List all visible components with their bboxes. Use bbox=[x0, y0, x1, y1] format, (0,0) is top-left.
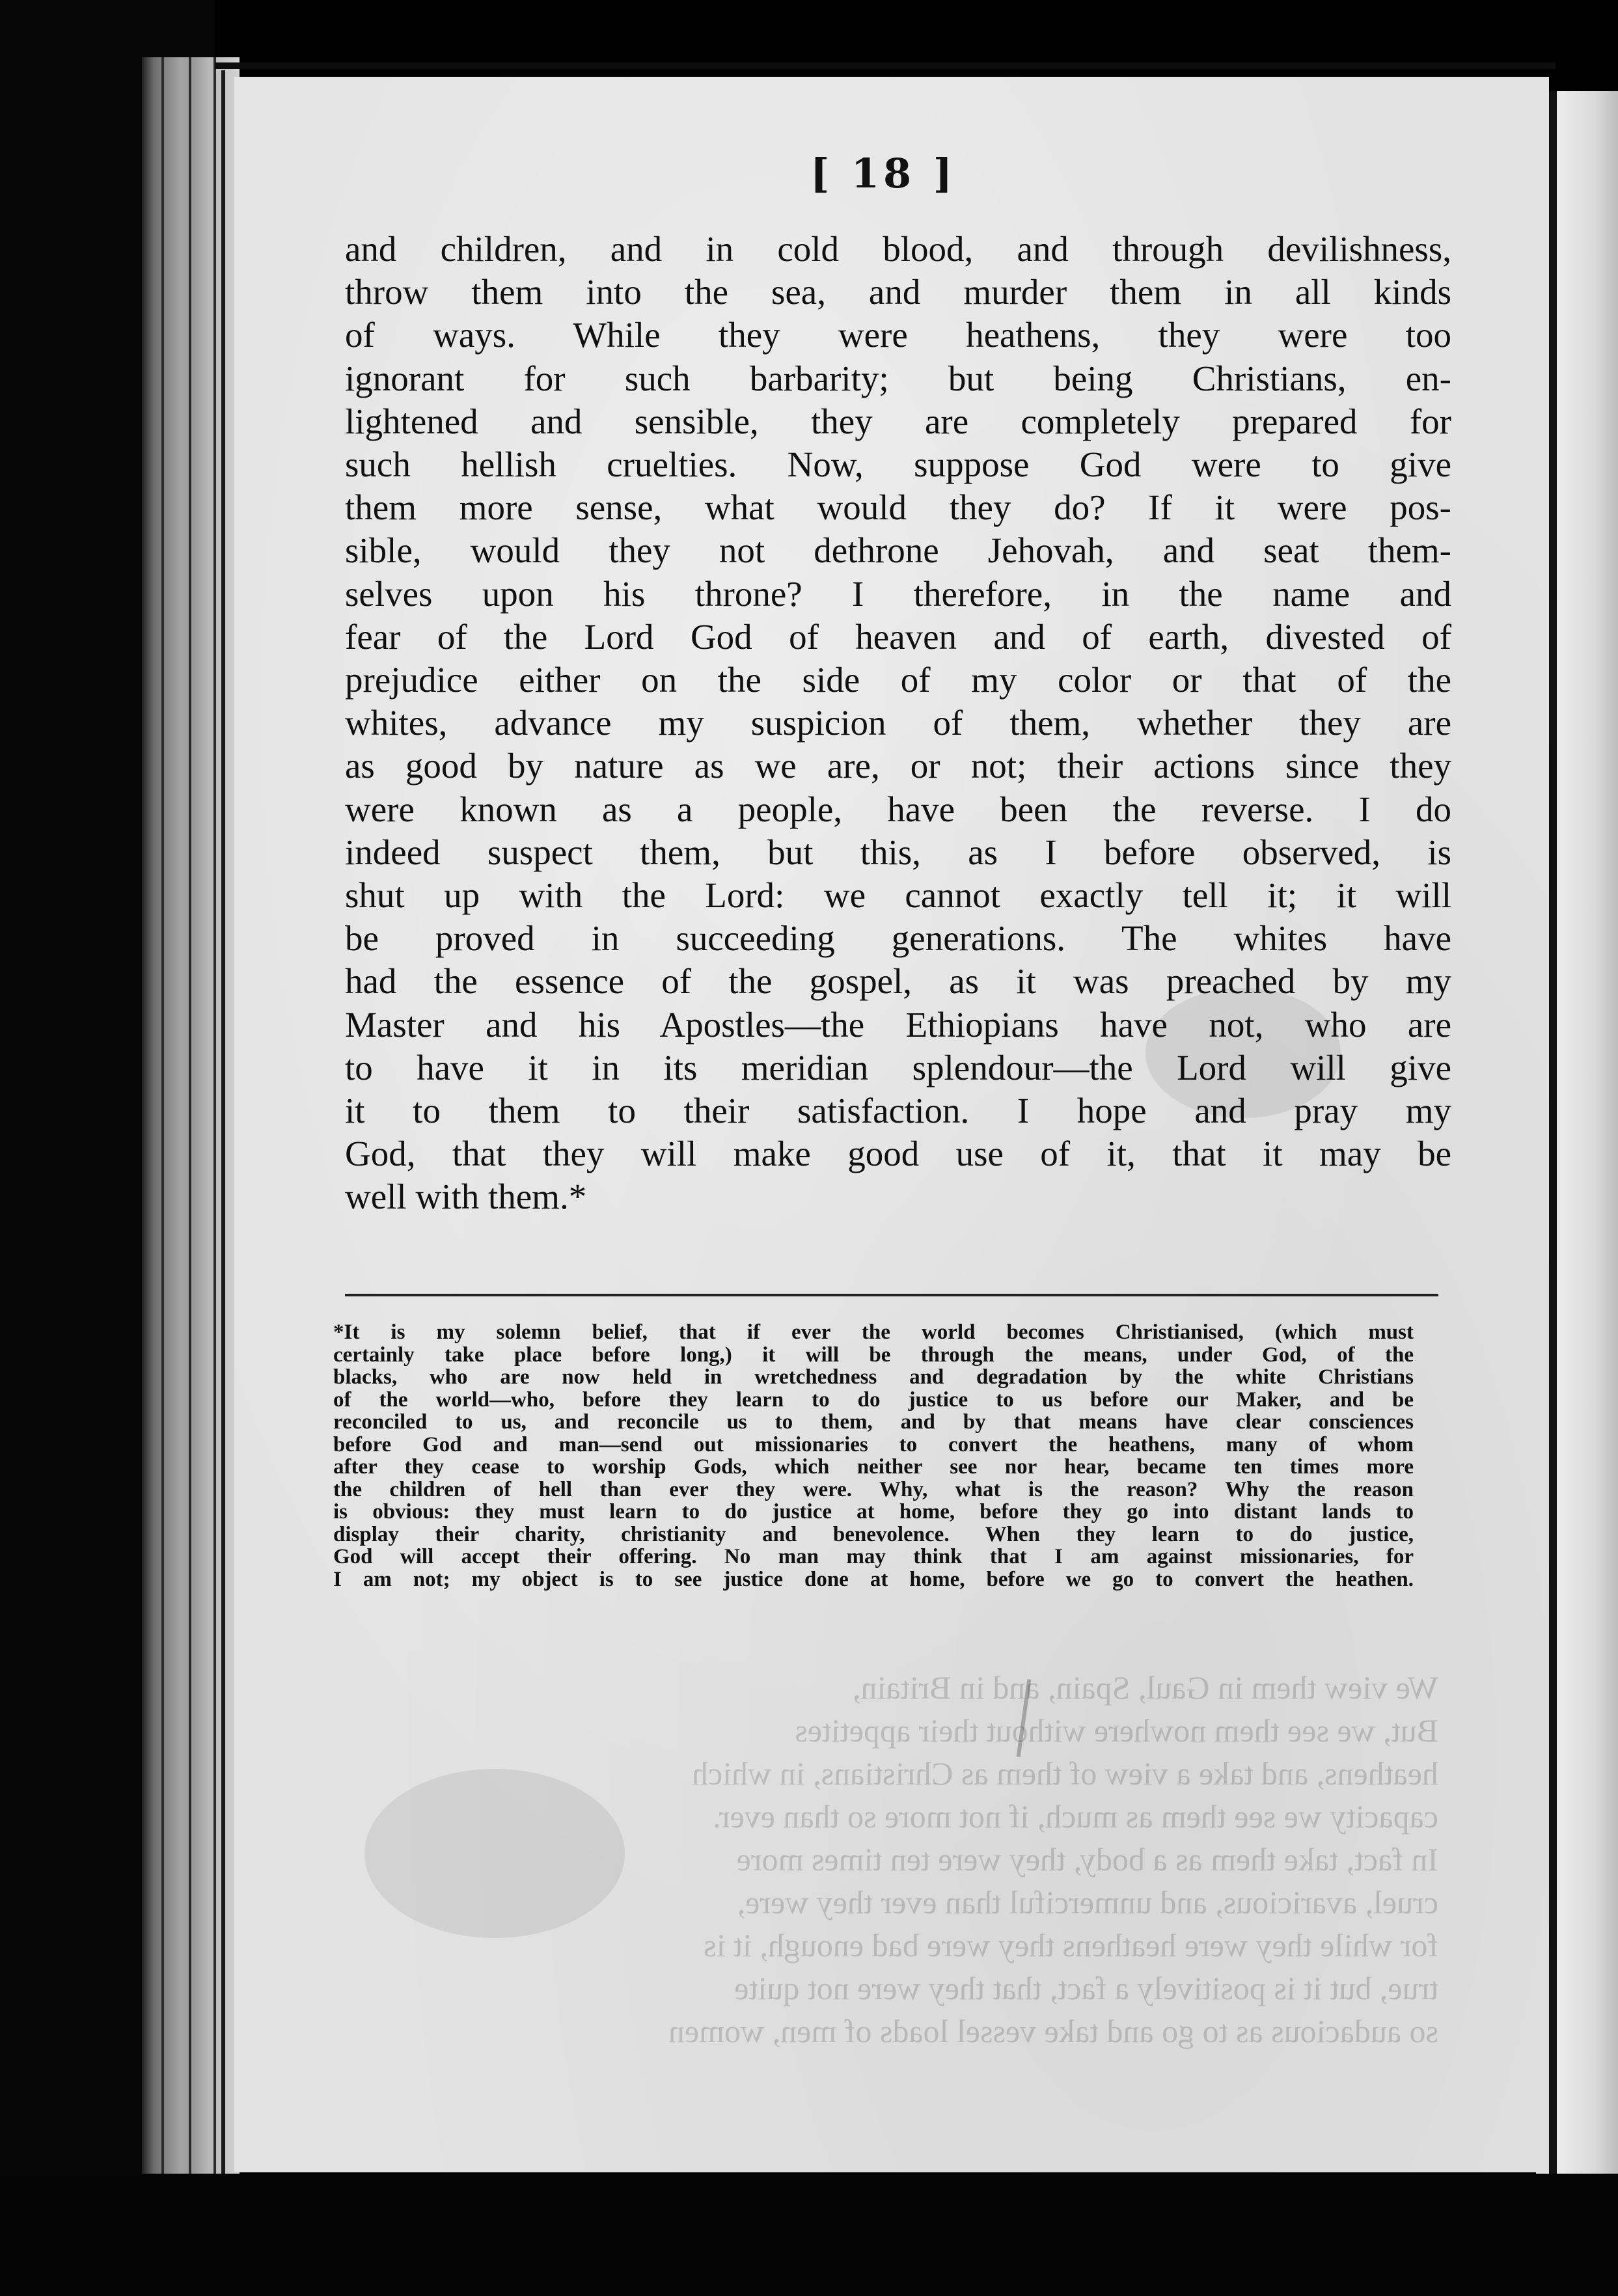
footnote-line: I am not; my object is to see justice done at home, before we go to convert the heathen. bbox=[333, 1567, 1414, 1591]
footnote-line: before God and man—send out missionaries to convert the heathens, many of whom bbox=[333, 1432, 1414, 1456]
bleed-line: so audacious as to go and take vessel loads of men, women bbox=[668, 2013, 1438, 2049]
body-line: God, that they will make good use of it, that it may be bbox=[345, 1134, 1451, 1174]
body-line: prejudice either on the side of my color or that of the bbox=[345, 660, 1451, 700]
body-line: ignorant for such barbarity; but being Christians, en- bbox=[345, 358, 1451, 398]
bleed-line: We view them in Gaul, Spain, and in Britain, bbox=[853, 1669, 1438, 1706]
body-line: selves upon his throne? I therefore, in the name and bbox=[345, 573, 1451, 614]
body-line: it to them to their satisfaction. I hope and pray my bbox=[345, 1091, 1451, 1131]
footnote-rule bbox=[345, 1294, 1438, 1296]
bleed-line: heathens, and take a view of them as Christians, in which bbox=[692, 1755, 1438, 1792]
page-number: [ 18 ] bbox=[810, 150, 957, 197]
footnote-line: of the world—who, before they learn to do justice to us before our Maker, and be bbox=[333, 1387, 1414, 1412]
footnote-line: reconciled to us, and reconcile us to them, and by that means have clear consciences bbox=[333, 1410, 1414, 1434]
bleed-line: In fact, take them as a body, they were ten times more bbox=[736, 1841, 1438, 1878]
footnote bbox=[333, 1321, 1414, 1591]
body-line: be proved in succeeding generations. The whites have bbox=[345, 918, 1451, 959]
body-line: of ways. While they were heathens, they were too bbox=[345, 315, 1451, 355]
bleed-line: capacity we see them as much, if not more so than ever. bbox=[713, 1798, 1438, 1835]
footnote-line: the children of hell than ever they were. Why, what is the reason? Why the reason bbox=[333, 1477, 1414, 1501]
body-line: Master and his Apostles—the Ethiopians have not, who are bbox=[345, 1004, 1451, 1045]
body-line: sible, would they not dethrone Jehovah, and seat them- bbox=[345, 530, 1451, 571]
body-line: to have it in its meridian splendour—the Lord will give bbox=[345, 1047, 1451, 1087]
footnote-line: after they cease to worship Gods, which neither see nor hear, became ten times more bbox=[333, 1455, 1414, 1479]
body-line: well with them.* bbox=[345, 1177, 587, 1217]
footnote-line: is obvious: they must learn to do justice at home, before they go into distant lands to bbox=[333, 1500, 1414, 1524]
body-line: were known as a people, have been the reverse. I do bbox=[345, 789, 1451, 829]
footnote-line: God will accept their offering. No man may think that I am against missionaries, for bbox=[333, 1545, 1414, 1568]
body-line: as good by nature as we are, or not; their actions since they bbox=[345, 746, 1451, 786]
page-left-shadow bbox=[221, 70, 225, 2179]
body-line: throw them into the sea, and murder them in all kinds bbox=[345, 272, 1451, 312]
reverse-side-bleed-through bbox=[306, 1666, 1438, 2053]
body-line: whites, advance my suspicion of them, whether they are bbox=[345, 703, 1451, 743]
footnote-line: *It is my solemn belief, that if ever the world becomes Christianised, (which must bbox=[333, 1320, 1414, 1344]
bleed-line: cruel, avaricious, and unmerciful than ever they were, bbox=[737, 1884, 1438, 1920]
body-line: shut up with the Lord: we cannot exactly tell it; it will bbox=[345, 875, 1451, 916]
body-line: and children, and in cold blood, and through devilishness, bbox=[345, 229, 1451, 269]
bleed-line: true, but it is positively a fact, that they were not quite bbox=[734, 1970, 1438, 2006]
body-line: such hellish cruelties. Now, suppose God were to give bbox=[345, 444, 1451, 485]
body-line: lightened and sensible, they are completely prepared for bbox=[345, 401, 1451, 441]
bleed-line: for while they were heathens they were bad enough, it is bbox=[704, 1927, 1438, 1963]
body-line: fear of the Lord God of heaven and of earth, divested of bbox=[345, 616, 1451, 657]
body-line: had the essence of the gospel, as it was preached by my bbox=[345, 961, 1451, 1002]
body-line: indeed suspect them, but this, as I before observed, is bbox=[345, 832, 1451, 872]
footnote-line: blacks, who are now held in wretchedness and degradation by the white Christians bbox=[333, 1365, 1414, 1389]
bleed-line: But, we see them nowhere without their appetites bbox=[795, 1712, 1438, 1749]
gutter-shadow bbox=[1549, 91, 1557, 2187]
scanner-bottom bbox=[0, 2174, 1618, 2296]
footnote-line: certainly take place before long,) it will be through the means, under God, of the bbox=[333, 1343, 1414, 1367]
page-top-shadow bbox=[215, 62, 1556, 69]
body-text bbox=[345, 228, 1451, 1219]
footnote-line: display their charity, christianity and benevolence. When they learn to do justice, bbox=[333, 1522, 1414, 1546]
body-line: them more sense, what would they do? If it were pos- bbox=[345, 487, 1451, 528]
